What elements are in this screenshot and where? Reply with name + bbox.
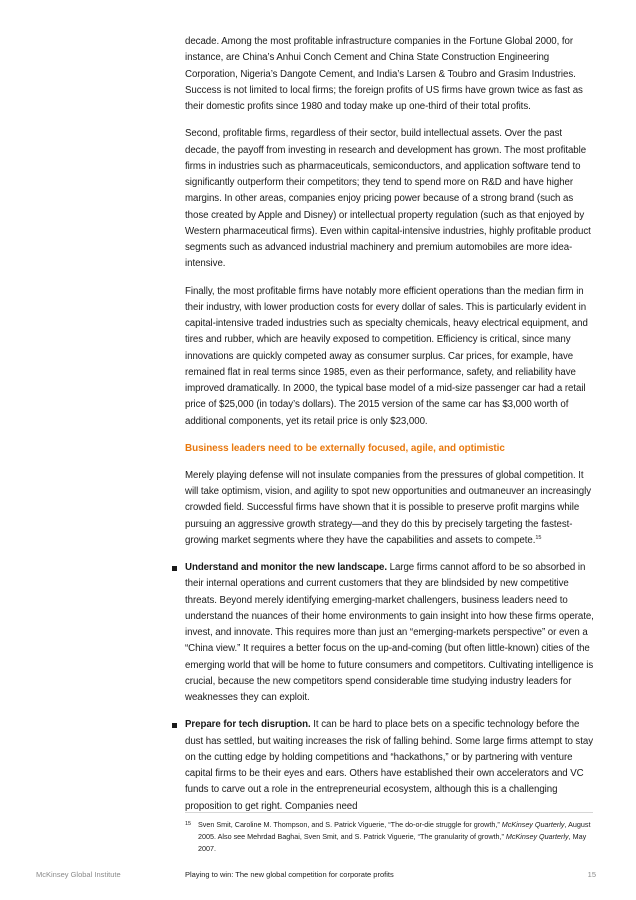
footnote-text: [185, 819, 597, 855]
footnote-part-3: , May 2007.: [198, 832, 587, 853]
paragraph-2: Second, profitable firms, regardless of their sector, build intellectual assets. Over the past decade, the payoff from investing in research and development has grown. The most profitable firms in industries such as pharmaceuticals, semiconductors, and application software tend to significantly outperform their competitors; they tend to spend more on R&D and have higher margins. In other areas, companies enjoy pricing power because of a strong brand (such as those created by Apple and Disney) or intellectual property regulation (such as that enjoyed by Western pharmaceutical firms). Even within capital-intensive industries, highly profitable product segments such as advanced industrial machinery and premium automobiles are more idea-intensive.: [185, 128, 591, 270]
list-item: [185, 717, 597, 815]
footnote-part-2: , August 2005. Also see Mehrdad Baghai, Sven Smit, and S. Patrick Viguerie, “The granularity of growth,”: [198, 820, 591, 841]
page-number: 15: [587, 870, 596, 879]
paragraph-1: decade. Among the most profitable infrastructure companies in the Fortune Global 2000, for instance, are China’s Anhui Conch Cement and China State Construction Engineering Corporation, Nigeria’s Dangote Cement, and India’s Larsen & Toubro and Grasim Industries. Success is not limited to local firms; the foreign profits of US firms have grown twice as fast as their domestic profits since 1980 and today make up one-third of their total profits.: [185, 36, 583, 112]
section-heading: Business leaders need to be externally focused, agile, and optimistic: [185, 442, 505, 454]
paragraph-4: [185, 468, 597, 549]
footnote-divider: [185, 812, 593, 813]
footer-report-title: Playing to win: The new global competition for corporate profits: [185, 870, 394, 879]
square-bullet-icon: [172, 566, 177, 571]
bullet-lead: Prepare for tech disruption.: [185, 719, 311, 731]
bullet-lead: Understand and monitor the new landscape.: [185, 562, 387, 573]
footnote-part-1: Sven Smit, Caroline M. Thompson, and S. Patrick Viguerie, “The do-or-die struggle for growth,”: [198, 820, 502, 829]
list-item: [185, 560, 597, 706]
footnote-number: 15: [185, 821, 192, 827]
footnote-reference[interactable]: 15: [535, 534, 542, 541]
footnote-publication-2: McKinsey Quarterly: [505, 832, 569, 841]
paragraph-3: Finally, the most profitable firms have notably more efficient operations than the median firm in their industry, with lower production costs for every dollar of sales. This is particularly evident in capital-intensive traded industries such as specialty chemicals, heavy electrical equipment, and tires and rubber, which are heavily exposed to competition. Efficiency is critical, since many innovations are quickly competed away as consumer surplus. Car prices, for example, have remained flat in real terms since 1985, even as their performance, safety, and reliability have improved dramatically. In 2000, the typical base model of a mid-size passenger car had a retail price of $25,000 (in today’s dollars). The 2015 version of the same car has $3,000 worth of additional components, yet its retail price is only $23,000.: [185, 285, 588, 427]
main-content: [185, 34, 597, 826]
paragraph-4-text: Merely playing defense will not insulate companies from the pressures of global competition. It will take optimism, vision, and agility to spot new opportunities and outmaneuver an increasingly crowded field. Successful firms have shown that it is possible to preserve profit margins while pursuing an aggressive growth strategy—and they do this by precisely targeting the fastest-growing market segments where they have the capabilities and assets to compete.: [185, 469, 592, 546]
recommendation-list: [185, 560, 597, 815]
footer-publisher: McKinsey Global Institute: [36, 870, 121, 879]
bullet-text: It can be hard to place bets on a specific technology before the dust has settled, but waiting increases the risk of falling behind. Some large firms attempt to stay on the cutting edge by holding competitions and “hackathons,” or by partnering with venture capital firms to be their eyes and ears. Others have established their own accelerators and VC funds to carve out a role in the entrepreneurial ecosystem, although this is a challenging proposition to get right. Companies need: [185, 719, 594, 812]
bullet-text: Large firms cannot afford to be so absorbed in their internal operations and current customers that they are blindsided by new competitive threats. Beyond merely identifying emerging-market challengers, business leaders need to understand the nuances of their home environments to gain insight into how these firms operate, invest, and innovate. This requires more than just an “emerging-markets perspective” or even a “China view.” It requires a better focus on the up-and-coming (but often little-known) cities of the emerging world that will be home to future consumers and competitors. Cultivating intelligence is crucial, because the new competitors spend considerable time studying industry leaders for weaknesses they can exploit.: [185, 562, 594, 703]
square-bullet-icon: [172, 723, 177, 728]
footnote-publication-1: McKinsey Quarterly: [501, 820, 565, 829]
footnote: [185, 819, 597, 855]
